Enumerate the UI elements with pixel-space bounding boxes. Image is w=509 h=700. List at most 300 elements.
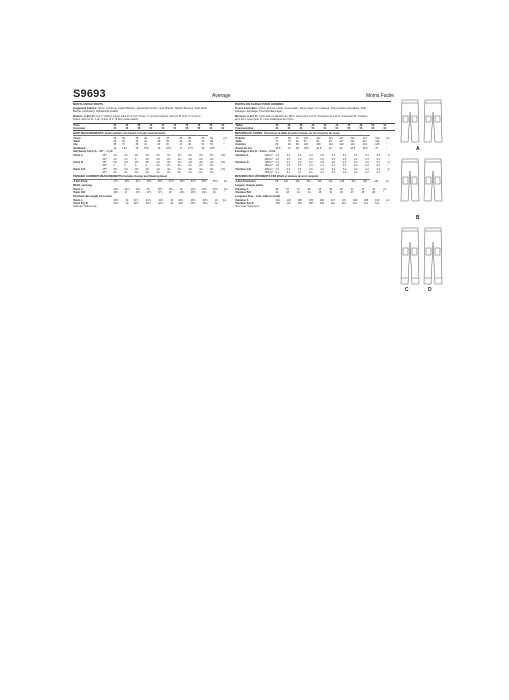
- european-size-cell: 58: [197, 127, 209, 131]
- table-cell: 14½: [135, 187, 141, 191]
- table-cell: 37: [297, 187, 300, 191]
- measurement-table-en: [73, 137, 233, 150]
- table-cell: 41: [125, 198, 129, 202]
- size-cell: 46: [185, 123, 197, 127]
- table-cell: cm: [383, 187, 387, 191]
- french-column: [235, 102, 390, 210]
- table-cell: 53: [210, 143, 213, 147]
- table-cell: 3.2: [342, 167, 347, 171]
- table-cell: 18¼: [179, 191, 185, 195]
- table-cell: 2.2: [342, 157, 347, 161]
- table-cell: 2¼: [156, 170, 160, 174]
- table-cell: 17½: [146, 191, 152, 195]
- european-row-fr: [235, 127, 395, 131]
- table-cell: 46: [179, 136, 183, 140]
- table-cell: 100: [283, 179, 289, 183]
- table-cell: 40.5: [316, 146, 322, 150]
- table-cell: 108: [352, 198, 358, 202]
- table-cell: 2: [134, 164, 137, 168]
- table-cell: 3.2: [354, 167, 358, 171]
- size-cell: 36: [125, 123, 137, 127]
- table-cell: 2.2: [331, 157, 336, 161]
- table-cell: 2⅜: [145, 167, 150, 171]
- table-cell: ": [386, 143, 388, 147]
- table-cell: 109: [375, 198, 380, 202]
- difficulty-level-en: Average: [212, 93, 231, 99]
- table-cell: 14¾: [124, 187, 130, 191]
- table-cell: 35.5: [275, 146, 281, 150]
- table-cell: 122: [375, 140, 380, 144]
- size-cell: 44: [173, 123, 185, 127]
- table-cell: ": [387, 170, 389, 174]
- table-cell: 2.1: [342, 164, 347, 168]
- table-cell: 46: [340, 191, 343, 195]
- table-cell: m: [387, 161, 390, 165]
- finished-measurements-heading: FINISHED GARMENT MEASUREMENTS (Includes Design and Wearing Ease): [73, 175, 208, 180]
- footnote: *avec sens **sans sens: [235, 206, 260, 209]
- size-cell: 48: [359, 123, 371, 127]
- table-cell: 2⅛: [209, 157, 214, 161]
- table-cell: 40: [340, 187, 343, 191]
- table-cell: 2⅜: [124, 161, 128, 165]
- table-cell: 2.2: [297, 161, 302, 165]
- table-cell: 108: [308, 202, 313, 206]
- table-cell: 2.1: [275, 170, 279, 174]
- size-cell: 46: [347, 123, 359, 127]
- table-cell: 43: [215, 198, 218, 202]
- table-cell: 43½: [178, 202, 184, 206]
- row-label: Pantalon A: [235, 154, 249, 158]
- table-cell: 132: [375, 136, 380, 140]
- notions-en: [73, 115, 208, 122]
- pants-b-drawing: [398, 157, 446, 203]
- width-label: Width, each leg: [73, 183, 92, 187]
- table-cell: ": [223, 191, 225, 195]
- table-cell: 48: [372, 191, 376, 195]
- notions-label-en: Notions: A,B,C,D:: [73, 114, 95, 118]
- table-cell: 43½: [202, 202, 208, 206]
- table-cell: 2.1: [286, 170, 291, 174]
- table-cell: 2.9: [342, 161, 347, 165]
- table-cell: 18½: [190, 191, 196, 195]
- row-sublabel: [102, 202, 113, 205]
- table-cell: 3.2: [354, 161, 358, 165]
- row-label: Pants C,D: [73, 167, 86, 171]
- table-cell: 46: [329, 191, 333, 195]
- table-cell: 40: [144, 136, 147, 140]
- sizes-label: Sizes: [73, 123, 102, 127]
- table-cell: 2½: [156, 154, 160, 158]
- interfacing-line: Interfacing A,B,C,D – 20" – ½ yd.: [73, 150, 114, 154]
- table-cell: 42: [179, 140, 183, 144]
- table-cell: 112: [328, 136, 333, 140]
- garment-title-fr: PANTALON CARGO POUR HOMMES: [235, 102, 284, 106]
- table-cell: 2.1: [320, 164, 324, 168]
- table-cell: 37: [287, 146, 291, 150]
- table-cell: 126: [339, 179, 345, 183]
- row-label: Pantalon C,D: [235, 167, 252, 171]
- row-sublabel: 150cm*: [264, 170, 273, 174]
- notions-text-fr: 1 fermeture à glissière de 18cm. Aussi pour A,C,D: 3 boutons de 2.2cm. Aussi pour B: 1 bouton de 2.2cm. Aussi pour D: 1.0m d'élastique de 2.5cm.: [235, 114, 368, 122]
- table-cell: 2: [113, 164, 115, 168]
- table-cell: ": [222, 202, 224, 206]
- european-size-cell: 54: [173, 127, 185, 131]
- row-label: Pantalon B,C,D: [235, 202, 254, 206]
- table-cell: 94: [287, 143, 291, 147]
- table-cell: 14½: [113, 187, 119, 191]
- table-cell: 38: [307, 187, 311, 191]
- row-label: Chest: [73, 136, 81, 140]
- table-cell: 17¾: [157, 191, 163, 195]
- table-cell: 3⅛: [156, 161, 160, 165]
- table-cell: 43: [157, 143, 161, 147]
- table-cell: 42½: [145, 202, 151, 206]
- table-cell: 116: [317, 179, 322, 183]
- size-cell: 42: [161, 123, 173, 127]
- table-cell: 34: [144, 140, 147, 144]
- table-cell: 2.2: [354, 170, 358, 174]
- table-cell: 109: [316, 143, 321, 147]
- table-cell: 121: [328, 179, 333, 183]
- table-cell: 111: [352, 202, 357, 206]
- table-cell: 44: [188, 140, 191, 144]
- length-label: Finished side length from waist: [73, 194, 112, 198]
- measurement-tables-en: [73, 123, 228, 211]
- table-cell: 3.4: [376, 167, 380, 171]
- table-cell: 2.6: [297, 167, 302, 171]
- table-cell: ": [386, 140, 388, 144]
- table-cell: 102: [303, 136, 309, 140]
- size-cell: 42: [323, 123, 335, 127]
- table-cell: 2¼: [177, 170, 182, 174]
- table-cell: 45½: [157, 179, 163, 183]
- table-cell: 15¾: [168, 187, 174, 191]
- table-cell: 3.4: [376, 161, 380, 165]
- english-column: [73, 102, 228, 210]
- size-cell: 36: [287, 123, 299, 127]
- table-cell: 3½: [209, 154, 214, 158]
- table-cell: 3.2: [320, 167, 324, 171]
- table-cell: 43: [339, 146, 343, 150]
- table-cell: 136: [362, 179, 368, 183]
- pants-cd-drawing: [398, 226, 446, 286]
- table-cell: 42½: [202, 198, 208, 202]
- european-size-cell: 46: [287, 127, 299, 131]
- table-cell: 130: [362, 143, 367, 147]
- table-cell: 16½: [166, 146, 171, 150]
- table-cell: 2¼: [124, 154, 128, 158]
- table-cell: 36: [122, 136, 125, 140]
- table-cell: 17: [179, 146, 183, 150]
- table-cell: 41½: [145, 198, 151, 202]
- table-cell: 89: [275, 143, 279, 147]
- table-cell: 2¼: [124, 170, 128, 174]
- table-cell: 41: [361, 187, 365, 191]
- table-cell: 2.2: [342, 170, 347, 174]
- table-cell: 2½: [145, 154, 150, 158]
- table-cell: 36: [275, 187, 279, 191]
- header-rule: [73, 101, 391, 102]
- table-cell: 2⅜: [113, 167, 117, 171]
- table-cell: 2.2: [331, 170, 336, 174]
- table-cell: ": [387, 164, 389, 168]
- table-cell: 47: [350, 191, 354, 195]
- measurement-table-en: [73, 154, 233, 174]
- table-cell: 3.1: [331, 154, 336, 158]
- table-cell: 117: [339, 136, 344, 140]
- table-cell: 2⅛: [156, 157, 160, 161]
- table-cell: 119: [339, 143, 344, 147]
- table-cell: 81: [295, 140, 299, 144]
- table-cell: 42: [157, 136, 161, 140]
- european-size-cell: 62: [221, 127, 233, 131]
- table-cell: 107: [341, 198, 347, 202]
- row-label: Pants A: [73, 154, 83, 158]
- table-cell: 38: [135, 136, 139, 140]
- table-cell: 3.1: [342, 154, 347, 158]
- table-cell: 2.2: [320, 170, 324, 174]
- table-row: [73, 202, 233, 205]
- european-size-cell: 58: [359, 127, 371, 131]
- table-cell: 44.5: [350, 146, 356, 150]
- row-label: Pants B,C,D: [73, 202, 88, 206]
- table-cell: 2¼: [145, 170, 150, 174]
- table-cell: 37: [122, 143, 125, 147]
- difficulty-level-fr: Moins Facile: [366, 93, 395, 99]
- row-label: A,B,C,D Hanches: [235, 179, 256, 183]
- table-cell: Ins.: [222, 198, 227, 202]
- footnote: *with nap **without nap: [73, 206, 97, 209]
- table-cell: 2⅛: [145, 157, 150, 161]
- table-cell: ": [220, 170, 222, 174]
- table-cell: 97: [295, 136, 299, 140]
- table-cell: 117: [362, 140, 367, 144]
- measurement-table-fr: [235, 188, 395, 195]
- pants-a-drawing: [398, 98, 446, 144]
- table-cell: 39: [166, 140, 169, 144]
- table-cell: 15: [146, 187, 150, 191]
- size-cell: 50: [371, 123, 383, 127]
- table-cell: 2.3: [376, 170, 380, 174]
- table-cell: 107: [316, 136, 321, 140]
- table-cell: 107: [339, 140, 344, 144]
- row-label: Taille: [235, 140, 242, 144]
- size-cell: 44: [335, 123, 347, 127]
- table-cell: 2.9: [331, 161, 336, 165]
- notions-label-fr: Mercerie: A,B,C,D:: [235, 114, 258, 118]
- length-label: Longueur finie – côté, taille à l'ourlet: [235, 194, 281, 198]
- table-cell: 3⅛: [177, 161, 182, 165]
- table-cell: 111: [306, 179, 311, 183]
- table-cell: 40½: [113, 198, 119, 202]
- table-cell: 114: [328, 143, 333, 147]
- table-cell: 2¼: [113, 154, 117, 158]
- table-cell: 1.8: [275, 164, 279, 168]
- table-cell: 2.2: [365, 170, 369, 174]
- table-cell: 46: [201, 140, 205, 144]
- technical-drawing-a: [398, 98, 458, 144]
- table-cell: 2⅜: [113, 161, 117, 165]
- table-cell: 30: [122, 140, 125, 144]
- table-cell: 39: [135, 143, 139, 147]
- table-cell: 2¼: [167, 164, 171, 168]
- table-cell: 1.8: [286, 164, 291, 168]
- table-cell: 32: [135, 140, 139, 144]
- size-cell: 48: [197, 123, 209, 127]
- table-cell: 99: [328, 140, 332, 144]
- table-cell: 1.9: [309, 164, 313, 168]
- table-cell: 18½: [210, 146, 215, 150]
- european-size-cell: 44: [113, 127, 125, 131]
- row-sublabel: 45"*: [102, 167, 108, 171]
- table-cell: 18¾: [201, 191, 207, 195]
- table-cell: 2.6: [320, 154, 324, 158]
- table-cell: 2¼: [134, 170, 139, 174]
- body-measurements-heading: MESURES DU CORPS: Choisissez la taille du patron basée sur les mesures du corps: [235, 132, 370, 137]
- table-cell: ": [386, 146, 388, 150]
- table-cell: cm: [386, 198, 390, 202]
- table-cell: 2.2: [376, 164, 380, 168]
- row-label: Pants B: [73, 161, 83, 165]
- table-cell: 2.3: [376, 157, 380, 161]
- measurement-table-fr: [235, 154, 395, 174]
- table-cell: 16¼: [190, 187, 196, 191]
- table-cell: 87: [303, 140, 307, 144]
- garment-title-en: MEN'S CARGO PANTS: [73, 102, 103, 106]
- european-size-cell: 52: [323, 127, 335, 131]
- table-cell: 3⅛: [199, 161, 203, 165]
- european-size-cell: 56: [185, 127, 197, 131]
- table-cell: 55½: [212, 179, 218, 183]
- table-cell: 38: [295, 146, 299, 150]
- table-cell: Ins: [223, 136, 227, 140]
- table-cell: 3⅛: [167, 167, 171, 171]
- table-cell: 41½: [158, 198, 164, 202]
- table-cell: 2.1: [309, 170, 313, 174]
- european-size-cell: 44: [275, 127, 287, 131]
- table-cell: 16½: [201, 187, 207, 191]
- row-label: Pants A: [73, 187, 83, 191]
- table-cell: 131: [351, 179, 356, 183]
- figure-label-c: C: [405, 287, 409, 293]
- table-cell: ": [220, 157, 222, 161]
- european-size-cell: 54: [335, 127, 347, 131]
- table-cell: 3⅜: [209, 167, 214, 171]
- table-cell: 16¾: [212, 187, 218, 191]
- table-cell: 105: [297, 198, 302, 202]
- table-cell: 112: [375, 202, 380, 206]
- table-cell: 17: [124, 191, 128, 195]
- row-label: Pantalon A: [235, 187, 249, 191]
- european-row-en: [73, 127, 233, 131]
- table-cell: 122: [350, 136, 355, 140]
- table-cell: 42½: [133, 202, 139, 206]
- table-cell: 3⅛: [167, 161, 171, 165]
- table-cell: 110: [330, 202, 335, 206]
- table-cell: 41½: [113, 202, 119, 206]
- table-cell: 106: [295, 179, 300, 183]
- table-cell: 3⅛: [188, 161, 193, 165]
- table-cell: 105: [308, 198, 313, 202]
- table-cell: 2¼: [167, 170, 171, 174]
- table-cell: 2⅜: [134, 161, 139, 165]
- european-spacer: [102, 127, 113, 131]
- table-cell: 1¾: [113, 157, 117, 161]
- table-cell: 51: [201, 143, 205, 147]
- table-cell: 92: [287, 136, 291, 140]
- size-cell: 38: [299, 123, 311, 127]
- table-cell: 2⅜: [145, 161, 150, 165]
- row-label: Bande du Col: [235, 146, 252, 150]
- technical-drawing-cd: [398, 226, 458, 286]
- table-cell: m: [387, 154, 390, 158]
- table-cell: ": [387, 157, 389, 161]
- table-cell: 42: [275, 191, 279, 195]
- table-cell: 104: [303, 143, 309, 147]
- row-label: Pants B,D: [73, 191, 86, 195]
- pattern-number: S9693: [73, 88, 106, 100]
- table-cell: cm: [385, 179, 390, 183]
- table-cell: 53½: [201, 179, 207, 183]
- table-cell: 42: [372, 187, 376, 191]
- table-cell: Ins.: [223, 179, 228, 183]
- table-cell: 2⅛: [188, 157, 193, 161]
- table-cell: 3½: [199, 154, 203, 158]
- table-cell: 2¼: [199, 164, 203, 168]
- table-cell: 107: [297, 202, 302, 206]
- size-cell: 34: [113, 123, 125, 127]
- table-cell: 76: [287, 140, 291, 144]
- technical-drawing-b: [398, 157, 458, 203]
- table-cell: 2.2: [286, 154, 291, 158]
- fabrics-text-en: Chino, Corduroy, Cotton Blends, Lightweight Denim, Linen Blends, Stretch Wovens, Twill, Wool Blends. Interfacing: Lightweight Fusible.: [73, 106, 207, 114]
- table-cell: 18: [168, 191, 172, 195]
- table-cell: 99: [295, 143, 299, 147]
- table-cell: m: [387, 167, 390, 171]
- interfacing-line: Entoilage A,B,C,D – 51cm – 0.5m: [235, 150, 276, 154]
- table-cell: 16: [157, 146, 161, 150]
- european-label: Françaises/Eur: [235, 127, 264, 131]
- table-cell: ": [386, 202, 388, 206]
- european-size-cell: 48: [299, 127, 311, 131]
- table-cell: 37: [286, 187, 290, 191]
- european-spacer: [264, 127, 275, 131]
- table-cell: 3⅜: [209, 161, 214, 165]
- table-cell: 14: [113, 146, 117, 150]
- table-cell: 2.1: [297, 170, 302, 174]
- table-cell: 15½: [144, 146, 149, 150]
- measurement-table-fr: [235, 137, 395, 150]
- table-row: [235, 202, 395, 205]
- figure-label-b: B: [416, 215, 420, 221]
- table-cell: 39: [329, 187, 333, 191]
- table-cell: 2.2: [354, 164, 358, 168]
- table-cell: 2.1: [331, 164, 336, 168]
- row-label: [73, 171, 102, 174]
- notions-text-en: One 7" (18cm) zipper. Also for A,C,D: Three ⅞" (2.2cm) buttons. Also for B: One ⅞" (2.2cm) button. Also for D: 1 yd. (1.0m) of 1" (2.5cm) wide elastic.: [73, 114, 201, 122]
- measurement-table-fr: [235, 123, 395, 132]
- row-label: Neckband: [73, 146, 86, 150]
- table-cell: 17¼: [135, 191, 141, 195]
- row-label: Pantalon B: [235, 161, 249, 165]
- table-cell: 44: [166, 136, 169, 140]
- table-cell: 42½: [178, 198, 184, 202]
- row-sublabel: 60"*: [102, 170, 108, 174]
- table-cell: 2.2: [309, 161, 313, 165]
- table-cell: 43½: [146, 179, 152, 183]
- row-sublabel: 115cm*: [264, 161, 273, 165]
- table-cell: 2¼: [209, 170, 214, 174]
